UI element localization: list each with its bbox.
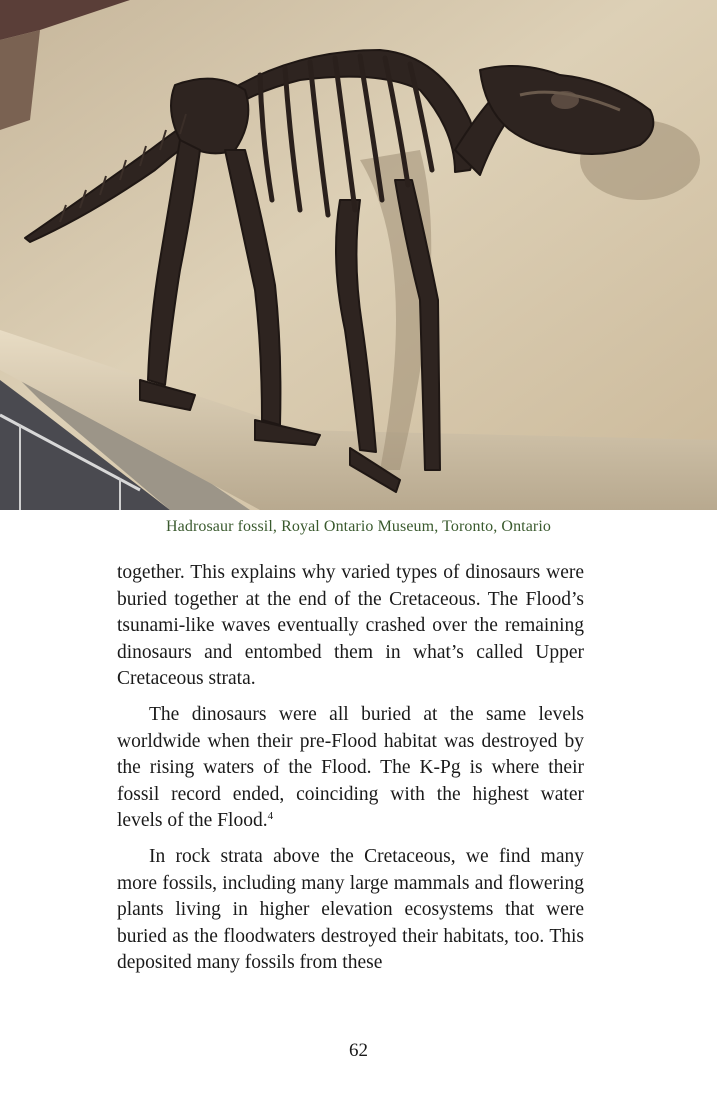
body-text bbox=[117, 560, 584, 986]
paragraph-1-text: together. This explains why varied types of dinosaurs were buried together at the end of the Cretaceous. The Flood’s tsunami-like waves eventually crashed over the remaining dinosaurs and entombed them in what’s called Upper Cretaceous strata. bbox=[117, 562, 584, 690]
figure-caption: Hadrosaur fossil, Royal Ontario Museum, Toronto, Ontario bbox=[165, 518, 552, 535]
hadrosaur-fossil-photo bbox=[0, 0, 717, 510]
paragraph-2 bbox=[117, 702, 584, 835]
paragraph-3 bbox=[117, 844, 584, 977]
paragraph-2-text: The dinosaurs were all buried at the same levels worldwide when their pre-Flood habitat was destroyed by the rising waters of the Flood. The K-Pg is where their fossil record ended, coinciding with the highest water levels of the Flood. bbox=[117, 703, 584, 832]
paragraph-1 bbox=[117, 560, 584, 693]
paragraph-3-text: In rock strata above the Cretaceous, we find many more fossils, including many large mammals and flowering plants living in higher elevation ecosystems that were buried as the floodwaters destroyed their habitats, too. This deposited many fossils from these bbox=[117, 845, 584, 974]
page-number: 62 bbox=[349, 1040, 368, 1061]
footnote-ref[interactable]: 4 bbox=[267, 810, 274, 823]
